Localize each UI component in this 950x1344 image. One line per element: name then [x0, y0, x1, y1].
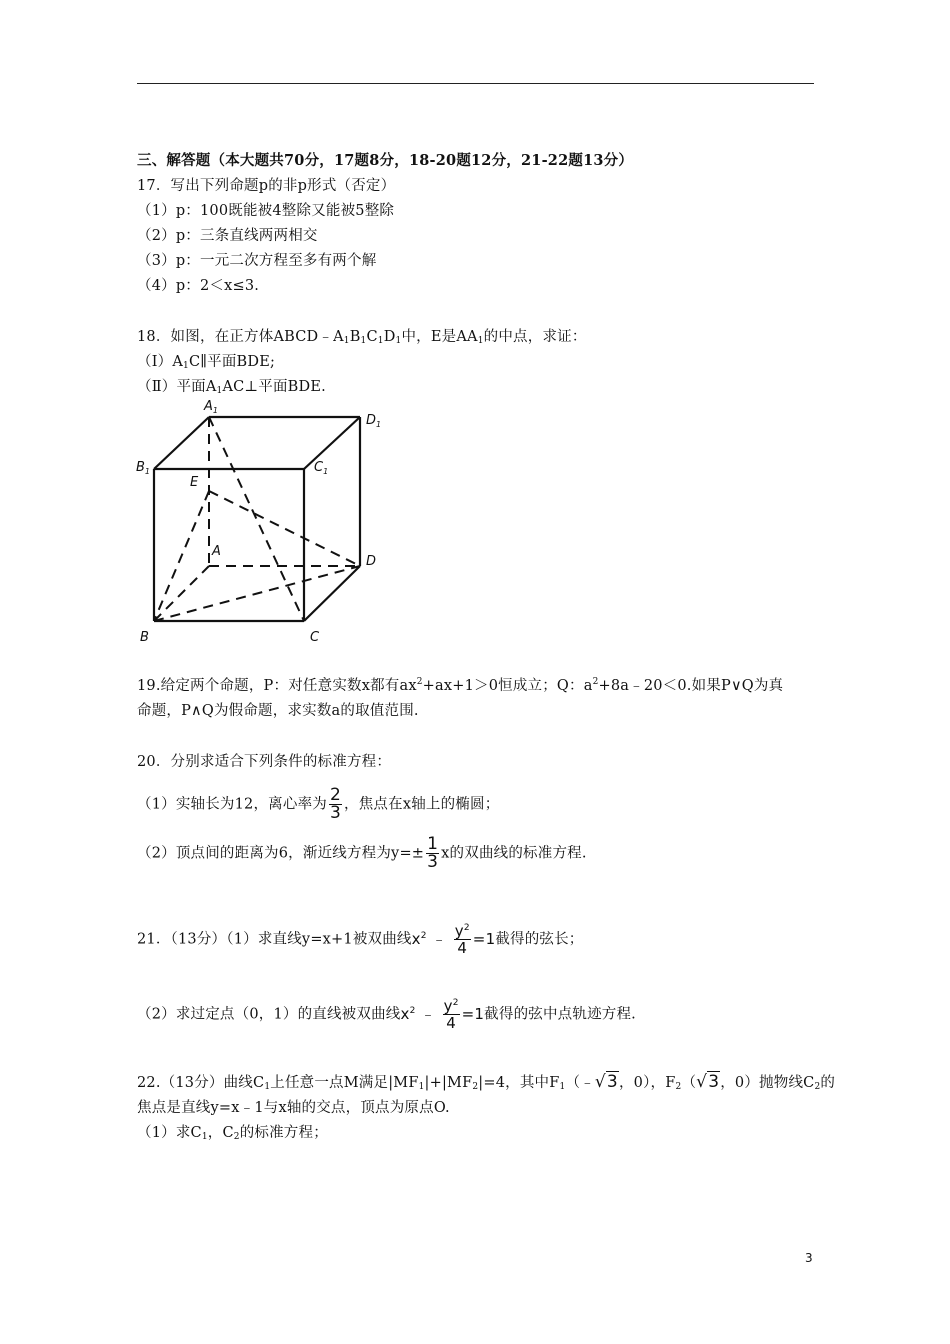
- hyperbola-equation: $x^2$ ﹣ $\frac{y^2}{4}$ =1: [400, 997, 485, 1032]
- q22-line1: 22.（13分）曲线$C_1$上任意一点M满足$|MF_1|+|MF_2|=4$，其中$F_1(﹣√3$，0），$F_2(√3$，0）抛物线$C_2$的: [137, 1072, 836, 1092]
- q18-stem: 18．如图，在正方体$ABCD﹣A_1B_1C_1D_1$中，E是$AA_1$的中点，求证：: [137, 329, 587, 346]
- q22-part-1: （1）求$C_1$，$C_2$的标准方程；: [137, 1125, 328, 1142]
- q17-stem: 17．写出下列命题p的非p形式（否定）: [137, 178, 396, 194]
- label-b: B: [140, 630, 149, 645]
- fraction-one-third: $\frac{1}{3}$: [427, 834, 439, 872]
- edge-ba: [154, 566, 209, 621]
- q19-line2: 命题，P∧Q为假命题，求实数a的取值范围.: [137, 703, 419, 719]
- label-a1: $A_1$: [204, 399, 218, 415]
- q17-item: （4）p：2＜x≤3.: [137, 278, 260, 294]
- q21-part-1: 21．（13分）（1）求直线y=x+1被双曲线$x^2$ ﹣ $\frac{y^2}{4}$ =1截得的弦长；: [137, 922, 584, 957]
- q20-part-2: （2）顶点间的距离为6，渐近线方程为y=± $\frac{1}{3}$ x的双曲线的标准方程.: [137, 834, 587, 872]
- label-c: C: [310, 630, 320, 645]
- q17-item: （3）p：一元二次方程至多有两个解: [137, 253, 377, 269]
- q20-stem: 20．分别求适合下列条件的标准方程：: [137, 754, 392, 770]
- q22-line2: 焦点是直线y=x﹣1与x轴的交点，顶点为原点O.: [137, 1100, 450, 1116]
- edge-c1d1: [304, 417, 360, 469]
- edge-cd: [304, 566, 360, 621]
- seg-ed: [209, 491, 360, 566]
- label-d: D: [366, 554, 377, 569]
- cube-figure: [128, 393, 398, 653]
- label-e: E: [190, 475, 199, 490]
- label-b1: $B_1$: [136, 460, 151, 476]
- hyperbola-equation: $x^2$ ﹣ $\frac{y^2}{4}$ =1: [411, 922, 496, 957]
- label-c1: $C_1$: [314, 460, 329, 476]
- section-title: 三、解答题（本大题共70分，17题8分，18-20题12分，21-22题13分）: [137, 152, 634, 169]
- label-d1: $D_1$: [366, 413, 382, 429]
- q17-item: （1）p：100既能被4整除又能被5整除: [137, 203, 395, 219]
- header-rule: [137, 83, 814, 84]
- fraction-two-thirds: $\frac{2}{3}$: [329, 785, 342, 823]
- sqrt-3: √3: [594, 1072, 618, 1092]
- q18-part-ii: （Ⅱ）平面$A_1AC\perp$平面BDE.: [137, 379, 326, 396]
- q20-part-1: （1）实轴长为12，离心率为 $\frac{2}{3}$ ，焦点在x轴上的椭圆；: [137, 785, 500, 823]
- q21-part-2: （2）求过定点（0，1）的直线被双曲线$x^2$ ﹣ $\frac{y^2}{4}$ =1截得的弦中点轨迹方程.: [137, 997, 636, 1032]
- diag-a1c: [209, 417, 304, 621]
- page-number: 3: [805, 1251, 813, 1265]
- sqrt-3: √3: [696, 1072, 720, 1092]
- seg-eb: [154, 491, 209, 621]
- label-a: A: [212, 544, 221, 559]
- diag-bd: [154, 566, 360, 621]
- q19-line1: 19.给定两个命题，P：对任意实数x都有$ax^2+ax+1>0$恒成立；Q：$a^2+8a﹣20<0$.如果P∨Q为真: [137, 677, 784, 694]
- q18-part-i: $(Ⅰ)A_1C\parallel$平面BDE;: [137, 354, 276, 371]
- edge-b1a1: [154, 417, 209, 469]
- q17-item: （2）p：三条直线两两相交: [137, 228, 318, 244]
